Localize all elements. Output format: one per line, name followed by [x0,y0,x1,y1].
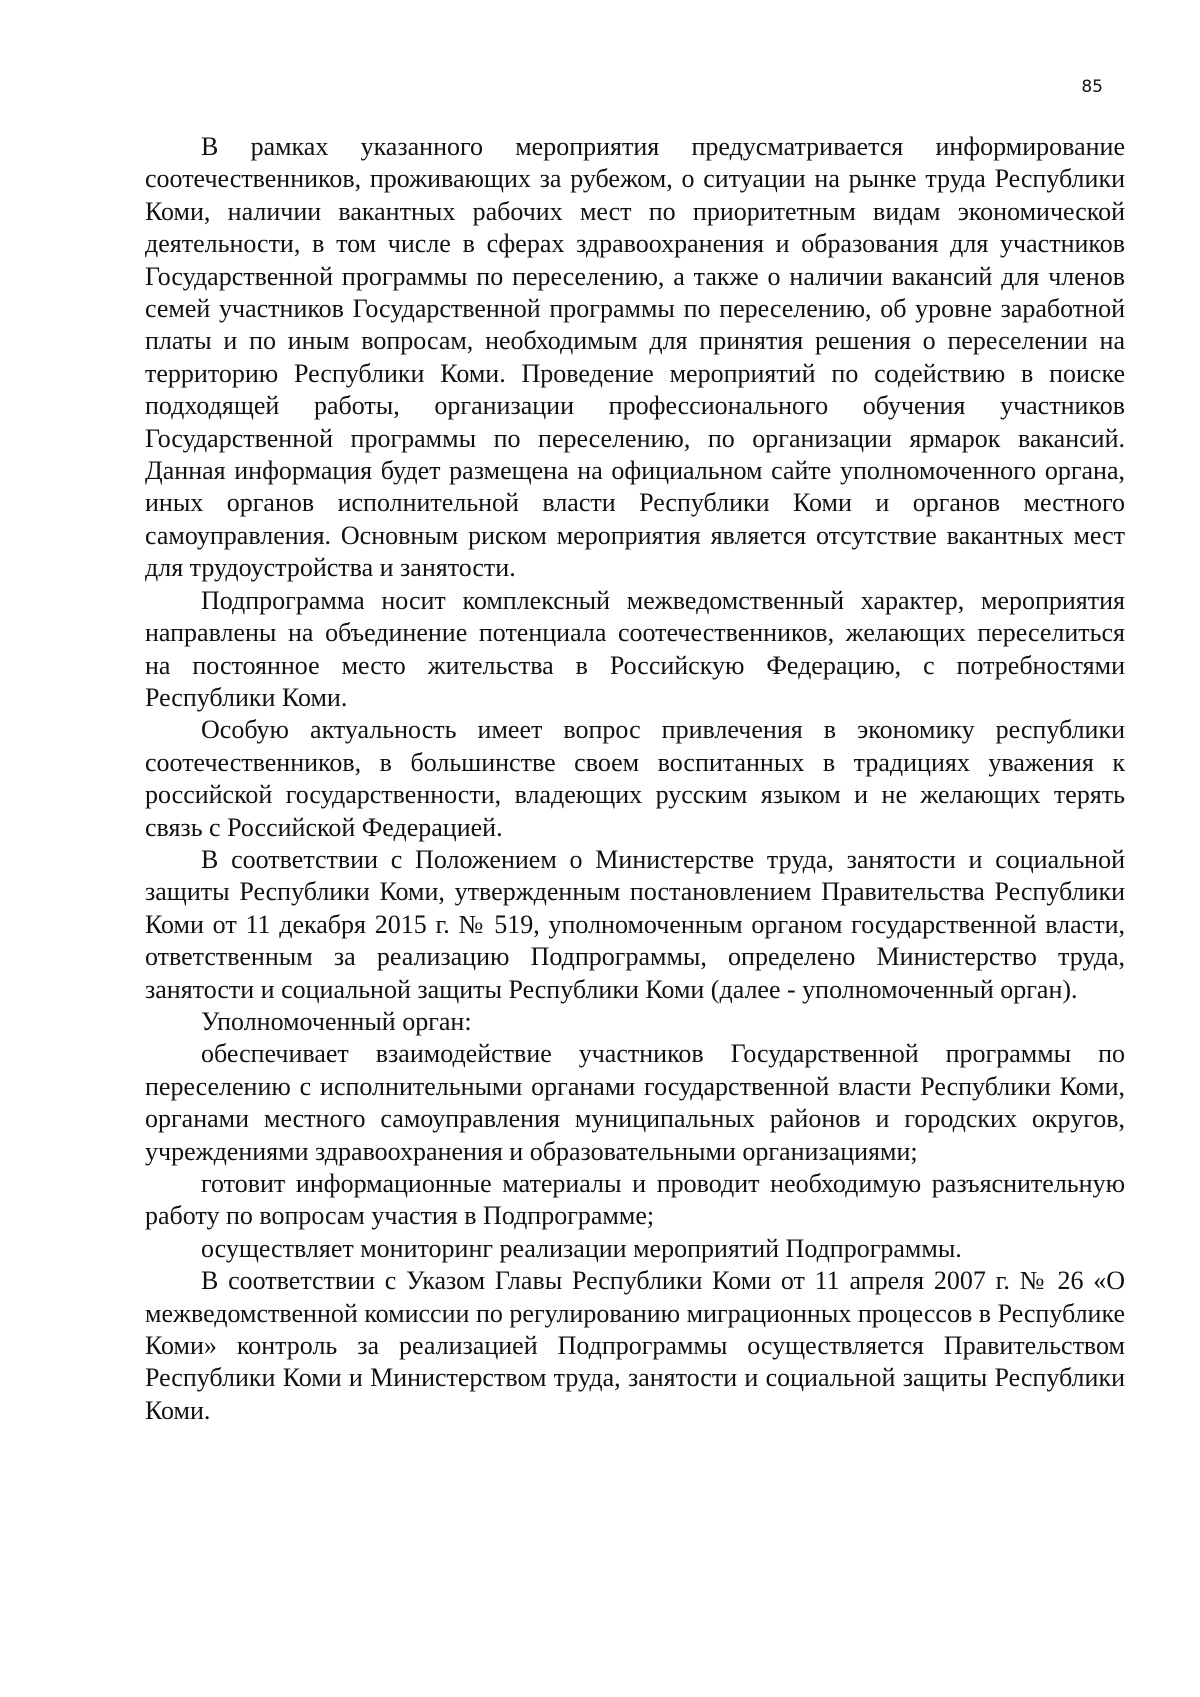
paragraph-relevance: Особую актуальность имеет вопрос привлечения в экономику республики соотечественников, в большинстве своем воспитанных в традициях уважения к российской государственности, владеющих русским языком и не желающих терять связь с Российской Федерацией. [145,715,1125,842]
paragraph-duty-materials: готовит информационные материалы и проводит необходимую разъяснительную работу по вопросам участия в Подпрограмме; [145,1169,1125,1231]
paragraph-subprogram-character: Подпрограмма носит комплексный межведомственный характер, мероприятия направлены на объединение потенциала соотечественников, желающих переселиться на постоянное место жительства в Российскую Федерацию, с потребностями Республики Коми. [145,585,1125,712]
document-body [145,131,1125,1427]
paragraph-information-measures: В рамках указанного мероприятия предусматривается информирование соотечественников, проживающих за рубежом, о ситуации на рынке труда Республики Коми, наличии вакантных рабочих мест по приоритетным видам экономической деятельности, в том числе в сферах здравоохранения и образования для участников Государственной программы по переселению, а также о наличии вакансий для членов семей участников Государственной программы по переселению, об уровне заработной платы и по иным вопросам, необходимым для принятия решения о переселении на территорию Республики Коми. Проведение мероприятий по содействию в поиске подходящей работы, организации профессионального обучения участников Государственной программы по переселению, по организации ярмарок вакансий. Данная информация будет размещена на официальном сайте уполномоченного органа, иных органов исполнительной власти Республики Коми и органов местного самоуправления. Основным риском мероприятия является отсутствие вакантных мест для трудоустройства и занятости. [145,132,1125,583]
paragraph-authorized-body: В соответствии с Положением о Министерстве труда, занятости и социальной защиты Республики Коми, утвержденным постановлением Правительства Республики Коми от 11 декабря 2015 г. № 519, уполномоченным органом государственной власти, ответственным за реализацию Подпрограммы, определено Министерство труда, занятости и социальной защиты Республики Коми (далее - уполномоченный орган). [145,844,1125,1004]
paragraph-control: В соответствии с Указом Главы Республики Коми от 11 апреля 2007 г. № 26 «О межведомственной комиссии по регулированию миграционных процессов в Республике Коми» контроль за реализацией Подпрограммы осуществляется Правительством Республики Коми и Министерством труда, занятости и социальной защиты Республики Коми. [145,1266,1125,1425]
paragraph-duty-monitoring: осуществляет мониторинг реализации мероприятий Подпрограммы. [201,1233,962,1263]
paragraph-authorized-body-heading: Уполномоченный орган: [201,1006,472,1036]
paragraph-duty-interaction: обеспечивает взаимодействие участников Государственной программы по переселению с исполнительными органами государственной власти Республики Коми, органами местного самоуправления муниципальных районов и городских округов, учреждениями здравоохранения и образовательными организациями; [145,1039,1125,1166]
page-number: 85 [1081,77,1103,97]
